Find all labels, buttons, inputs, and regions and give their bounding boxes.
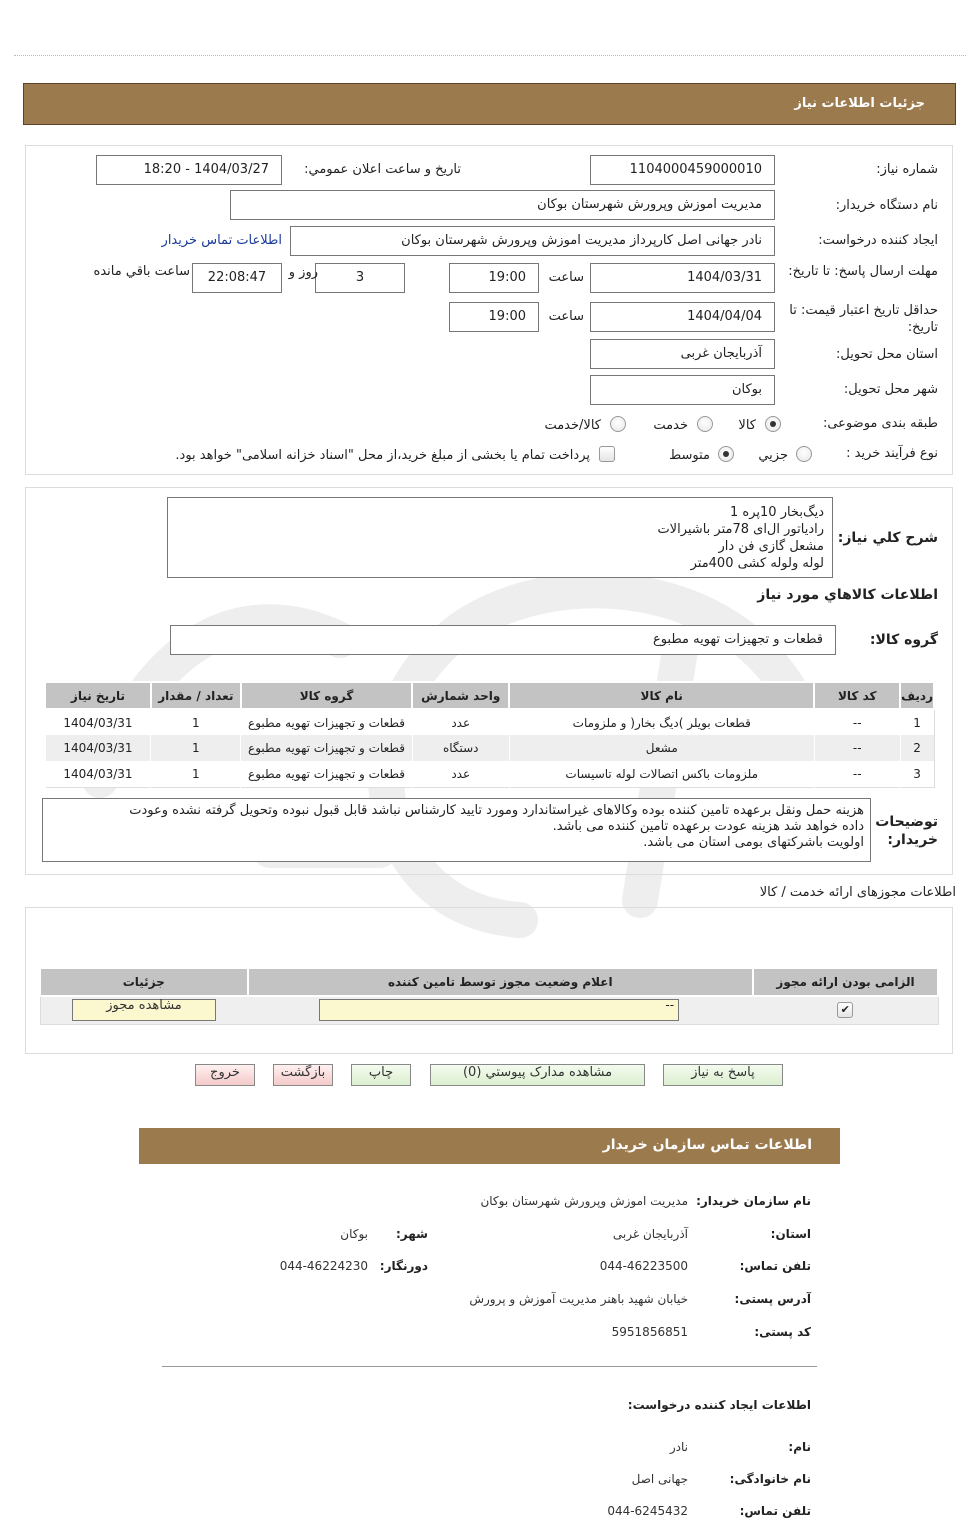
contact-phone-label: تلفن تماس: — [739, 1259, 811, 1273]
creator-family-value: جهانی اصل — [631, 1472, 688, 1486]
price-validity-date-field: 1404/04/04 — [590, 302, 775, 332]
need-number-label: شماره نياز: — [876, 162, 938, 177]
cell-qty: 1 — [151, 735, 241, 761]
description-box — [167, 497, 833, 578]
cell-unit: عدد — [412, 761, 509, 787]
need-number-field: 1104000459000010 — [590, 155, 775, 185]
deadline-label: مهلت ارسال پاسخ: تا تاريخ: — [788, 264, 938, 279]
buyer-org-field: مديريت اموزش وپرورش شهرستان بوکان — [230, 190, 775, 220]
deadline-time-label: ساعت — [548, 270, 584, 285]
page-title: جزئيات اطلاعات نياز — [794, 96, 925, 111]
col-unit: واحد شمارش — [412, 682, 509, 709]
process-option-medium: متوسط — [669, 448, 710, 463]
cell-qty: 1 — [151, 709, 241, 735]
col-group: گروه کالا — [241, 682, 413, 709]
license-details-cell — [40, 996, 248, 1024]
buyer-org-label: نام دستگاه خريدار: — [835, 198, 938, 213]
category-radio-goods[interactable] — [765, 416, 781, 432]
province-field: آذربايجان غربی — [590, 339, 775, 369]
category-option-service: خدمت — [653, 418, 688, 433]
creator-family-label: نام خانوادگی: — [729, 1472, 811, 1486]
contact-city-value: بوکان — [340, 1227, 368, 1241]
cell-date: 1404/03/31 — [45, 735, 151, 761]
buyer-notes-label: توضيحات خريدار: — [875, 814, 938, 848]
description-line: مشعل گازی فن دار — [718, 539, 824, 554]
category-option-goods: کالا — [738, 418, 756, 433]
cell-code: -- — [814, 761, 900, 787]
process-radio-medium[interactable] — [718, 446, 734, 462]
exit-button[interactable]: خروج — [195, 1064, 255, 1086]
requester-label: ايجاد کننده درخواست: — [818, 233, 938, 248]
deadline-time-field: 19:00 — [449, 263, 539, 293]
reply-button[interactable]: پاسخ به نياز — [663, 1064, 783, 1086]
city-label: شهر محل تحويل: — [843, 382, 938, 397]
category-option-goods-service: کالا/خدمت — [544, 418, 601, 433]
license-required-checkbox[interactable]: ✔ — [837, 1002, 853, 1018]
cell-name: قطعات بويلر )ديگ بخار( و ملزومات — [509, 709, 814, 735]
top-divider — [14, 55, 966, 56]
table-row — [45, 709, 934, 735]
category-label: طبقه بندی موضوعی: — [822, 416, 938, 431]
price-validity-time-field: 19:00 — [449, 302, 539, 332]
buyer-notes-box — [42, 798, 871, 862]
requester-field: نادر جهانی اصل کارپرداز مديريت اموزش وپرورش شهرستان بوکان — [290, 226, 775, 256]
print-button[interactable]: چاپ — [351, 1064, 411, 1086]
contact-address-label: آدرس پستی: — [734, 1292, 811, 1306]
cell-code: -- — [814, 735, 900, 761]
city-field: بوکان — [590, 375, 775, 405]
back-button[interactable]: بازگشت — [273, 1064, 333, 1086]
col-license-details: جزئيات — [40, 968, 248, 996]
attachments-button[interactable]: مشاهده مدارک پيوستي (0) — [430, 1064, 645, 1086]
goods-section-title: اطلاعات کالاهاي مورد نياز — [757, 587, 938, 603]
col-row: رديف — [900, 682, 934, 709]
licenses-title: اطلاعات مجوزهای ارائه خدمت / کالا — [759, 885, 956, 900]
cell-date: 1404/03/31 — [45, 709, 151, 735]
cell-date: 1404/03/31 — [45, 761, 151, 787]
remaining-time-field: 22:08:47 — [192, 263, 282, 293]
announce-label: تاريخ و ساعت اعلان عمومي: — [304, 162, 461, 177]
license-required-cell — [753, 996, 938, 1024]
contact-province-label: استان: — [770, 1227, 811, 1241]
license-status-cell — [248, 996, 753, 1024]
cell-name: ملزومات باکس اتصالات لوله تاسيسات — [509, 761, 814, 787]
category-radio-service[interactable] — [697, 416, 713, 432]
goods-table — [44, 681, 935, 788]
cell-row: 1 — [900, 709, 934, 735]
page-header — [23, 83, 956, 125]
cell-group: قطعات و تجهيزات تهويه مطبوع — [241, 709, 413, 735]
contact-org-label: نام سازمان خريدار: — [696, 1194, 811, 1208]
col-license-required: الزامی بودن ارائه مجوز — [753, 968, 938, 996]
process-label: نوع فرآيند خريد : — [846, 446, 938, 461]
days-field: 3 — [315, 263, 405, 293]
creator-name-label: نام: — [788, 1440, 811, 1454]
price-validity-label: حداقل تاريخ اعتبار قيمت: تا تاريخ: — [789, 303, 938, 335]
contact-title: اطلاعات تماس سازمان خريدار — [602, 1137, 812, 1153]
buyer-contact-link[interactable]: اطلاعات تماس خريدار — [161, 233, 282, 248]
contact-province-value: آذربايجان غربی — [612, 1227, 688, 1241]
treasury-payment-checkbox[interactable] — [599, 446, 615, 462]
table-row — [45, 735, 934, 761]
col-date: تاريخ نياز — [45, 682, 151, 709]
cell-unit: عدد — [412, 709, 509, 735]
cell-row: 2 — [900, 735, 934, 761]
announce-field: 1404/03/27 - 18:20 — [96, 155, 282, 185]
process-option-minor: جزيي — [758, 448, 788, 463]
process-radio-minor[interactable] — [796, 446, 812, 462]
buyer-notes-line: اولويت باشرکتهای بومی استان می باشد. — [643, 835, 864, 850]
contact-divider — [162, 1366, 817, 1367]
contact-org-value: مديريت اموزش وپرورش شهرستان بوکان — [480, 1194, 688, 1208]
table-row — [45, 761, 934, 787]
buyer-notes-line: داده خواهد شد هزينه عودت برعهده تامين کننده می باشد. — [552, 819, 864, 834]
contact-fax-value: 044-46224230 — [279, 1259, 368, 1273]
contact-postal-value: 5951856851 — [611, 1325, 688, 1339]
deadline-date-field: 1404/03/31 — [590, 263, 775, 293]
buyer-notes-line: هزينه حمل ونقل برعهده تامين کننده بوده وکالاهای غيراستاندارد ومورد تاييد کارشناس نباشد قابل قبول نبوده وتحويل گرفته نشده وعودت — [129, 803, 864, 818]
col-license-status: اعلام وضعيت مجوز توسط تامين کننده — [248, 968, 753, 996]
creator-title: اطلاعات ايجاد کننده درخواست: — [627, 1398, 811, 1412]
creator-phone-label: تلفن تماس: — [739, 1504, 811, 1518]
category-radio-goods-service[interactable] — [610, 416, 626, 432]
col-name: نام کالا — [509, 682, 814, 709]
cell-group: قطعات و تجهيزات تهويه مطبوع — [241, 761, 413, 787]
description-line: راديا‌تور ال‌ای 78‌متر باشيرالات — [657, 522, 824, 537]
license-status-field: -- — [319, 999, 679, 1021]
description-line: ديگ‌بخار 10پره 1 — [730, 505, 824, 520]
contact-city-label: شهر: — [396, 1227, 428, 1241]
cell-unit: دستگاه — [412, 735, 509, 761]
cell-name: مشعل — [509, 735, 814, 761]
col-code: کد کالا — [814, 682, 900, 709]
contact-fax-label: دورنگار: — [379, 1259, 428, 1273]
creator-name-value: نادر — [669, 1440, 688, 1454]
goods-group-field: قطعات و تجهيزات تهويه مطبوع — [170, 625, 836, 655]
view-license-button[interactable]: مشاهده مجوز — [72, 999, 216, 1021]
creator-phone-value: 044-6245432 — [607, 1504, 688, 1518]
contact-address-value: خيابان شهيد باهنر مديريت آموزش و پرورش — [469, 1292, 688, 1306]
cell-row: 3 — [900, 761, 934, 787]
goods-group-label: گروه کالا: — [869, 632, 938, 648]
cell-group: قطعات و تجهيزات تهويه مطبوع — [241, 735, 413, 761]
treasury-payment-note: پرداخت تمام يا بخشی از مبلغ خريد،از محل "اسناد خزانه اسلامی" خواهد بود. — [175, 448, 590, 463]
col-qty: تعداد / مقدار — [151, 682, 241, 709]
description-line: لوله ولوله کشی 400‌متر — [690, 556, 824, 571]
price-validity-time-label: ساعت — [548, 309, 584, 324]
contact-postal-label: کد پستی: — [754, 1325, 811, 1339]
licenses-table — [39, 967, 939, 1025]
table-row — [40, 996, 938, 1024]
contact-header — [139, 1128, 840, 1164]
cell-qty: 1 — [151, 761, 241, 787]
description-label: شرح کلي نياز: — [837, 530, 938, 546]
remaining-label: ساعت باقي مانده — [93, 264, 190, 279]
contact-phone-value: 044-46223500 — [599, 1259, 688, 1273]
cell-code: -- — [814, 709, 900, 735]
province-label: استان محل تحويل: — [836, 347, 938, 362]
days-label: روز و — [288, 265, 318, 280]
